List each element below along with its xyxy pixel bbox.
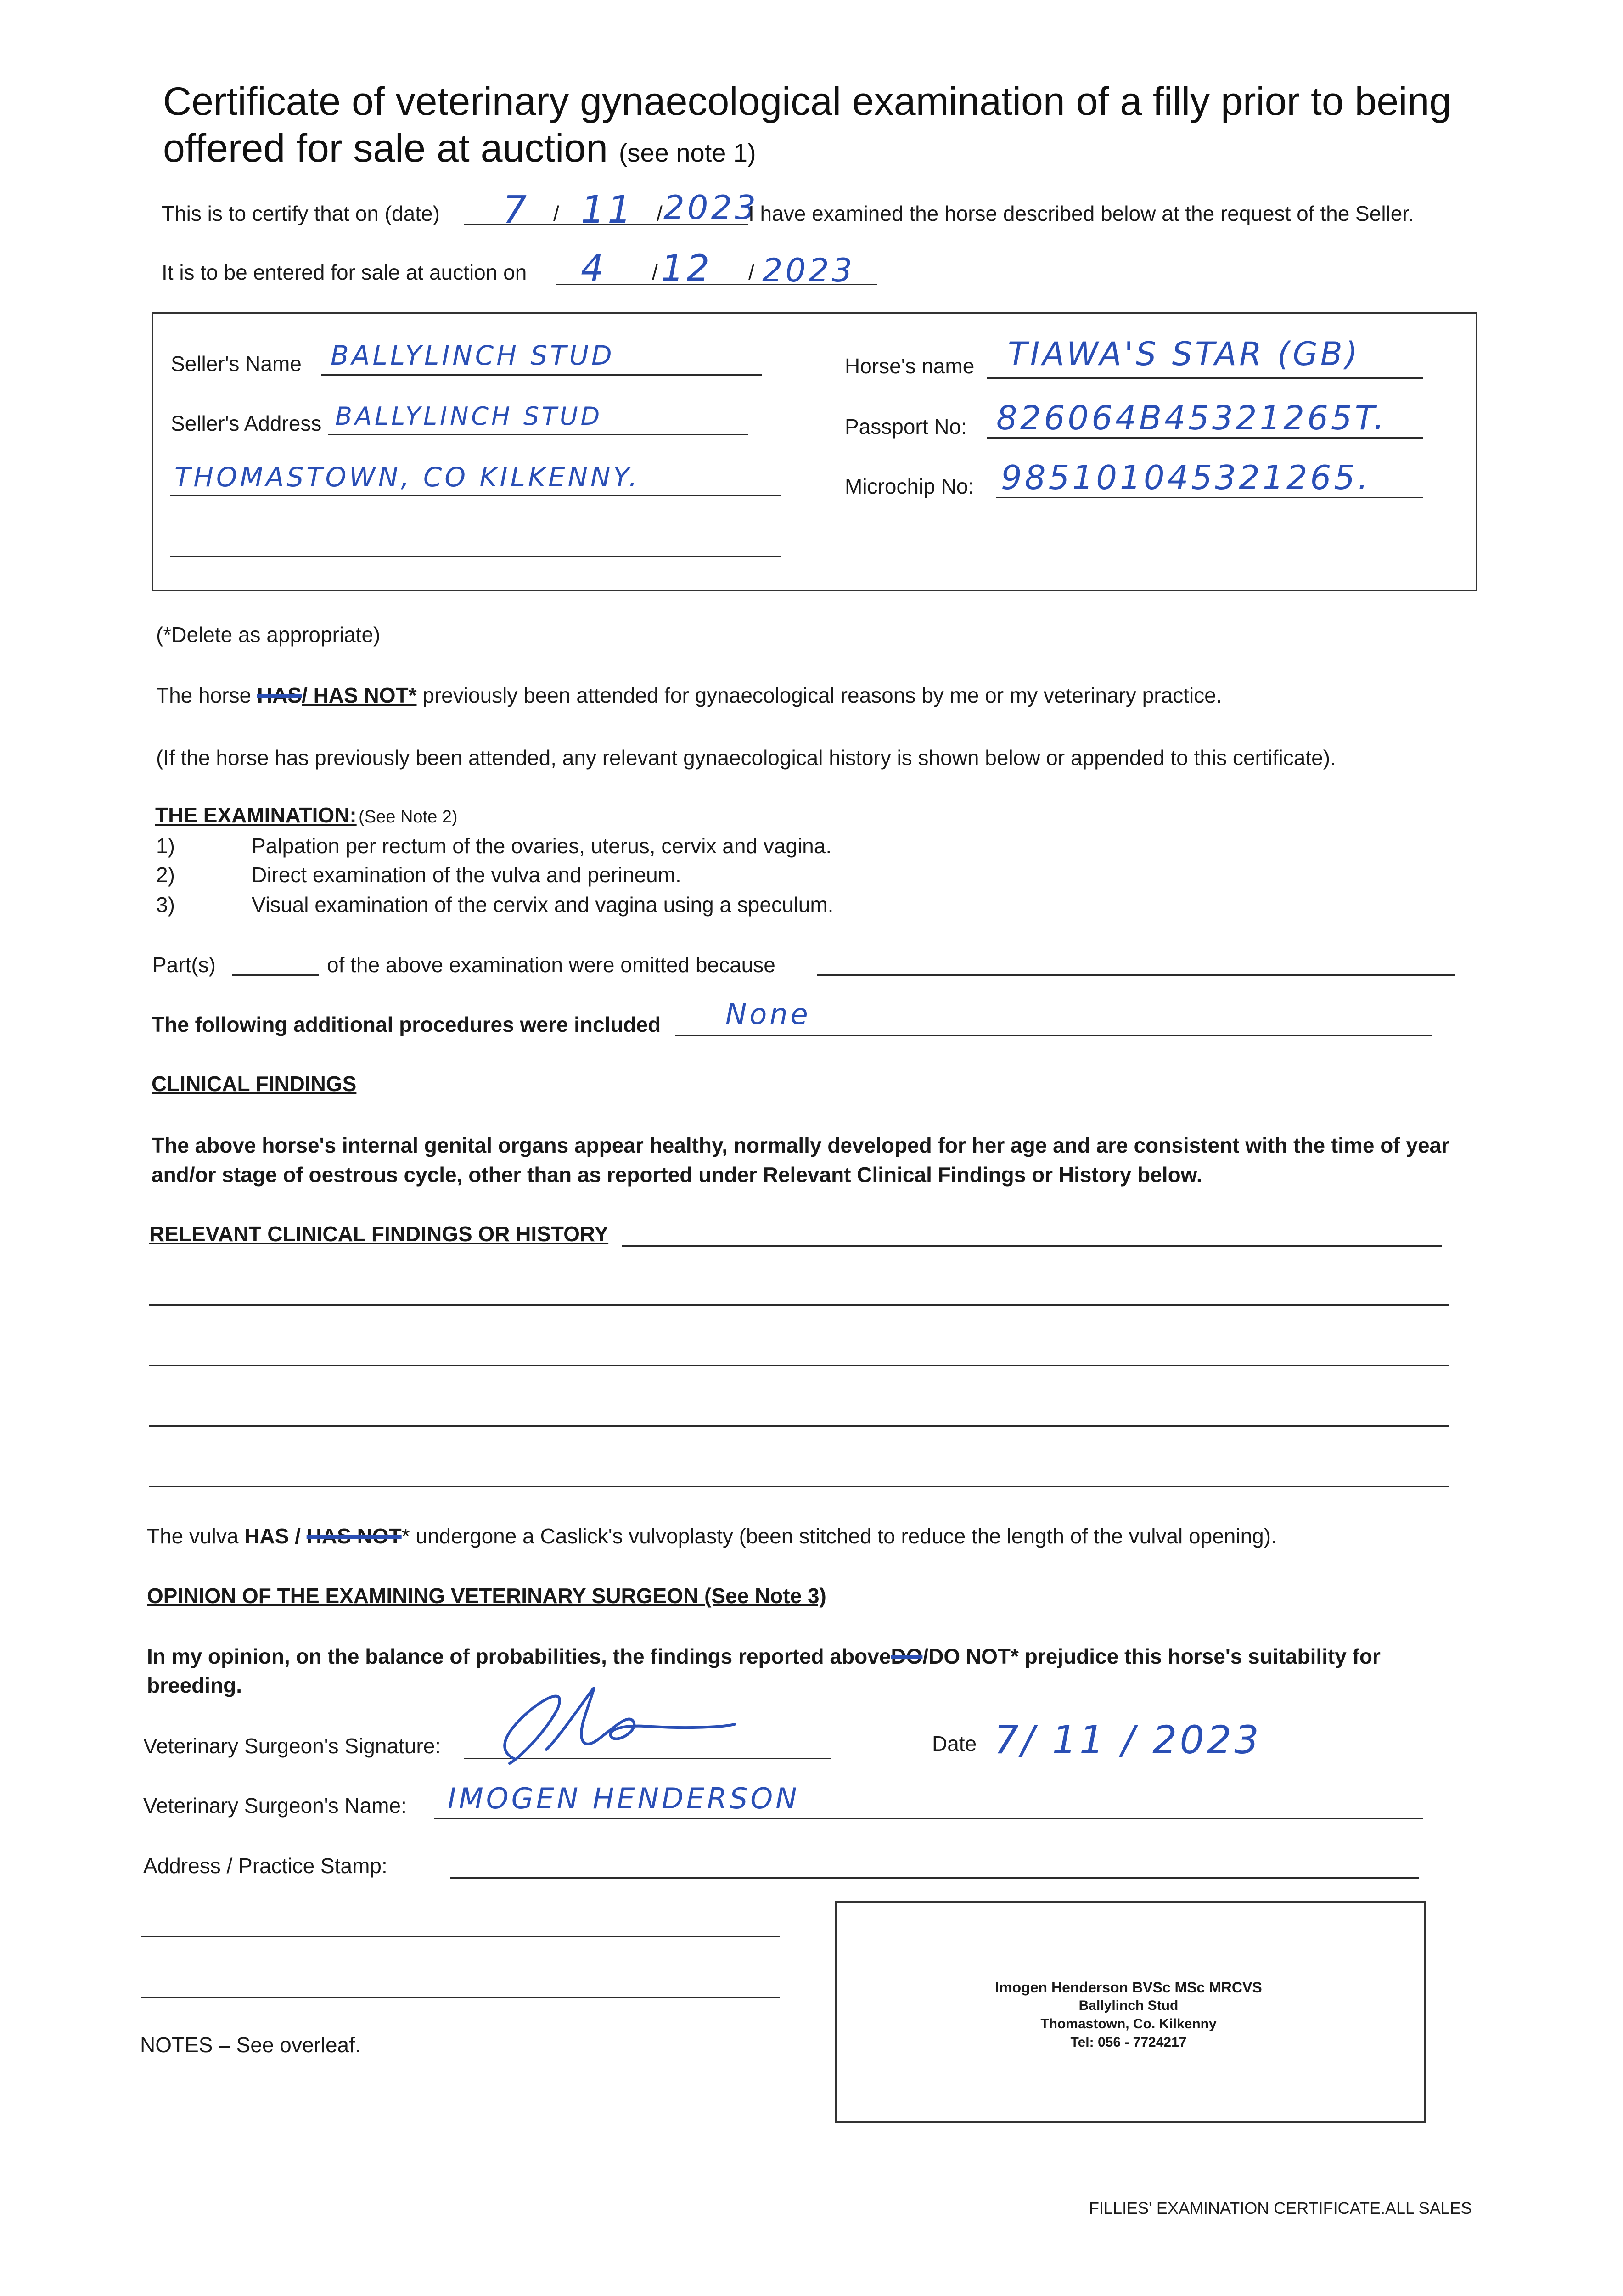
vulva-line: The vulva HAS / HAS NOT* undergone a Caslick's vulvoplasty (been stitched to reduce the length of the vulval opening). bbox=[147, 1524, 1277, 1548]
attended-has-struck: HAS bbox=[257, 683, 302, 707]
practice-address-label: Address / Practice Stamp: bbox=[143, 1854, 387, 1878]
vet-name-value[interactable]: IMOGEN HENDERSON bbox=[448, 1782, 800, 1815]
stamp-line-3: Thomastown, Co. Kilkenny bbox=[1040, 2016, 1217, 2032]
auction-day[interactable]: 4 bbox=[581, 248, 607, 289]
opinion-line2: breeding. bbox=[147, 1673, 242, 1697]
clinical-heading: CLINICAL FINDINGS bbox=[152, 1072, 357, 1096]
address-line-2[interactable] bbox=[141, 1936, 780, 1937]
passport-value[interactable]: 826064B45321265T. bbox=[996, 399, 1387, 437]
vulva-has: HAS / bbox=[244, 1524, 301, 1548]
address-line-3[interactable] bbox=[141, 1997, 780, 1998]
findings-line-2[interactable] bbox=[149, 1365, 1449, 1366]
exam-item-num-2: 2) bbox=[156, 863, 175, 887]
auction-prefix: It is to be entered for sale at auction on bbox=[162, 260, 527, 284]
exam-item-text-3: Visual examination of the cervix and vagina using a speculum. bbox=[252, 893, 834, 917]
seller-name-value[interactable]: BALLYLINCH STUD bbox=[331, 340, 615, 371]
auction-year[interactable]: 2023 bbox=[762, 252, 855, 289]
opinion-do-struck: DO bbox=[891, 1644, 923, 1668]
attended-has-not: / HAS NOT* bbox=[302, 683, 417, 707]
certify-month[interactable]: 11 bbox=[581, 188, 635, 232]
exam-item-num-1: 1) bbox=[156, 834, 175, 858]
examination-heading: THE EXAMINATION: (See Note 2) bbox=[155, 803, 458, 827]
footer-text: FILLIES' EXAMINATION CERTIFICATE.ALL SALES bbox=[1089, 2199, 1472, 2217]
title-text: Certificate of veterinary gynaecological examination of a filly prior to being offered for sale at auction bbox=[163, 79, 1452, 170]
additional-value[interactable]: None bbox=[725, 997, 811, 1031]
horse-name-value[interactable]: TIAWA'S STAR (GB) bbox=[1008, 335, 1361, 373]
previous-note: (If the horse has previously been attended, any relevant gynaecological history is shown below or appended to this certificate). bbox=[156, 746, 1336, 770]
opinion-line1: In my opinion, on the balance of probabilities, the findings reported aboveDO/DO NOT* prejudice this horse's suitability for bbox=[147, 1644, 1381, 1668]
vulva-has-not-struck: HAS NOT bbox=[306, 1524, 402, 1548]
additional-label: The following additional procedures were included bbox=[152, 1013, 661, 1036]
notes-text: NOTES – See overleaf. bbox=[140, 2033, 361, 2057]
passport-label: Passport No: bbox=[845, 415, 967, 439]
findings-line-3[interactable] bbox=[149, 1425, 1449, 1427]
clinical-statement: The above horse's internal genital organs appear healthy, normally developed for her age and are consistent with the time of year and/or stage of oestrous cycle, other than as reported under Relevant Clinical Findings or History below. bbox=[152, 1133, 1450, 1187]
opinion-heading: OPINION OF THE EXAMINING VETERINARY SURGEON (See Note 3) bbox=[147, 1584, 826, 1608]
certify-prefix: This is to certify that on (date) bbox=[162, 202, 440, 225]
seller-name-label: Seller's Name bbox=[171, 352, 302, 376]
seller-address-line1[interactable]: BALLYLINCH STUD bbox=[335, 402, 603, 431]
exam-item-text-2: Direct examination of the vulva and perineum. bbox=[252, 863, 681, 887]
exam-item-text-1: Palpation per rectum of the ovaries, uterus, cervix and vagina. bbox=[252, 834, 832, 858]
date-value[interactable]: 7/ 11 / 2023 bbox=[994, 1717, 1262, 1762]
microchip-label: Microchip No: bbox=[845, 474, 974, 498]
seller-address-line2[interactable]: THOMASTOWN, CO KILKENNY. bbox=[174, 461, 640, 493]
signature-label: Veterinary Surgeon's Signature: bbox=[143, 1734, 441, 1758]
stamp-line-4: Tel: 056 - 7724217 bbox=[1070, 2035, 1187, 2050]
microchip-value[interactable]: 985101045321265. bbox=[1001, 458, 1371, 497]
certify-year[interactable]: 2023 bbox=[663, 188, 759, 227]
omitted-prefix: Part(s) bbox=[152, 953, 216, 977]
certify-suffix: I have examined the horse described below at the request of the Seller. bbox=[748, 202, 1414, 225]
exam-item-num-3: 3) bbox=[156, 893, 175, 917]
findings-line-1[interactable] bbox=[149, 1304, 1449, 1306]
title-note: (see note 1) bbox=[618, 138, 756, 167]
horse-name-label: Horse's name bbox=[845, 354, 975, 378]
seller-address-label: Seller's Address bbox=[171, 411, 322, 435]
auction-month[interactable]: 12 bbox=[661, 248, 713, 289]
relevant-heading: RELEVANT CLINICAL FINDINGS OR HISTORY bbox=[149, 1222, 609, 1246]
vet-name-label: Veterinary Surgeon's Name: bbox=[143, 1794, 407, 1818]
certify-day[interactable]: 7 bbox=[503, 188, 530, 232]
stamp-line-1: Imogen Henderson BVSc MSc MRCVS bbox=[995, 1979, 1262, 1996]
practice-stamp bbox=[835, 1978, 1422, 2052]
findings-line-4[interactable] bbox=[149, 1486, 1449, 1487]
omitted-suffix: of the above examination were omitted because bbox=[327, 953, 775, 977]
address-line-1[interactable] bbox=[450, 1877, 1419, 1879]
certificate-title bbox=[163, 78, 1517, 176]
stamp-line-2: Ballylinch Stud bbox=[1078, 1998, 1179, 2013]
delete-note: (*Delete as appropriate) bbox=[156, 623, 381, 647]
date-label: Date bbox=[932, 1732, 977, 1756]
signature-scribble bbox=[477, 1681, 762, 1773]
attended-line: The horse HAS/ HAS NOT* previously been attended for gynaecological reasons by me or my veterinary practice. bbox=[156, 683, 1222, 707]
